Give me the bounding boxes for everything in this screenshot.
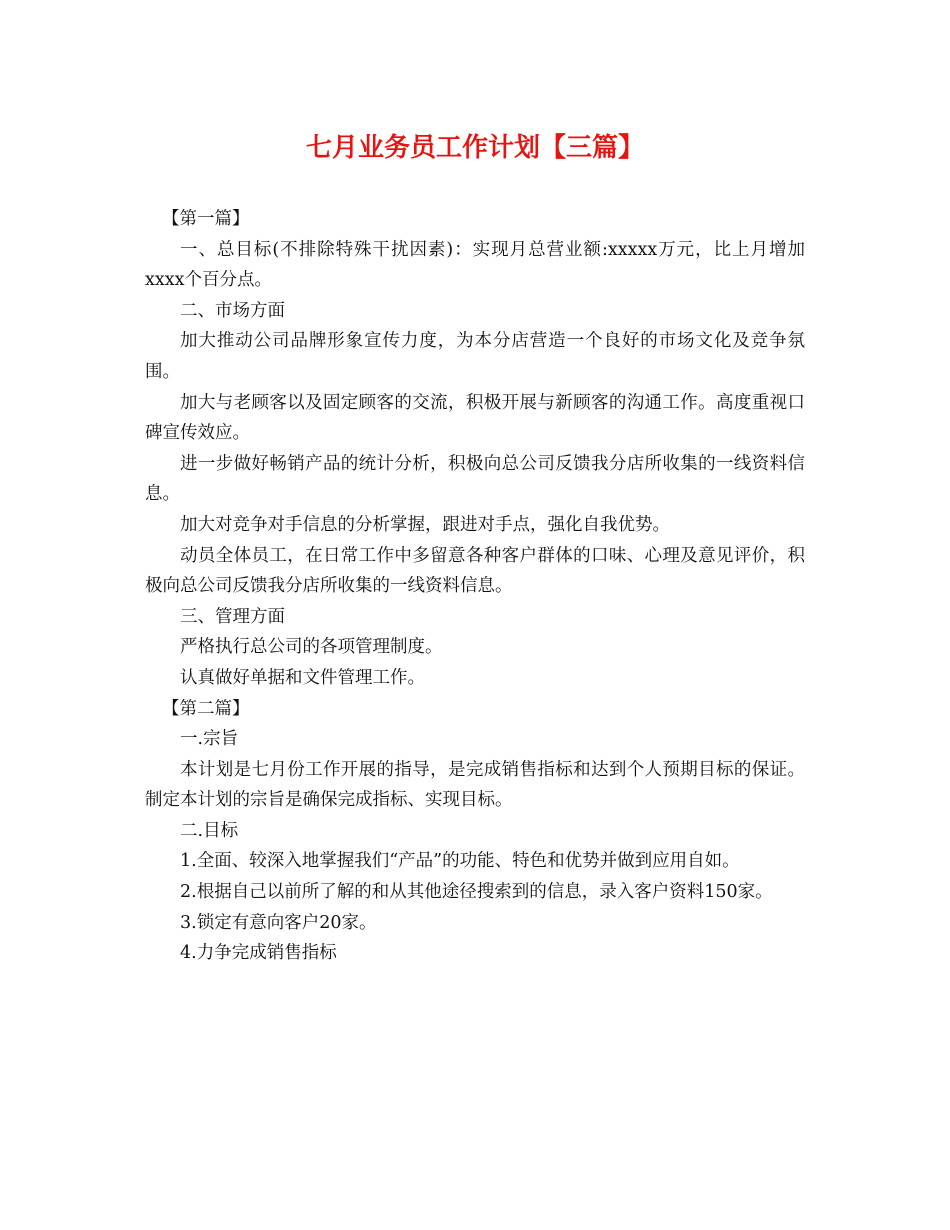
paragraph-overall-goal: 一、总目标(不排除特殊干扰因素)：实现月总营业额:xxxxx万元，比上月增加xxxx个百分点。 xyxy=(145,239,805,291)
paragraph-staff-mobilization: 动员全体员工，在日常工作中多留意各种客户群体的口味、心理及意见评价，积极向总公司反馈我分店所收集的一线资料信息。 xyxy=(145,545,805,597)
document-body xyxy=(145,204,805,969)
list-item-goal-1: 1.全面、较深入地掌握我们“产品”的功能、特色和优势并做到应用自如。 xyxy=(180,851,740,872)
paragraph-management-heading: 三、管理方面 xyxy=(180,606,285,627)
paragraph-goals-heading: 二.目标 xyxy=(180,820,239,841)
list-item-goal-3: 3.锁定有意向客户20家。 xyxy=(180,912,377,933)
paragraph-brand-promotion: 加大推动公司品牌形象宣传力度，为本分店营造一个良好的市场文化及竞争氛围。 xyxy=(145,331,805,382)
document-title: 七月业务员工作计划【三篇】 xyxy=(305,133,644,163)
paragraph-purpose: 本计划是七月份工作开展的指导，是完成销售指标和达到个人预期目标的保证。制定本计划的宗旨是确保完成指标、实现目标。 xyxy=(145,759,805,811)
paragraph-market-heading: 二、市场方面 xyxy=(180,300,285,321)
paragraph-customer-communication: 加大与老顾客以及固定顾客的交流，积极开展与新顾客的沟通工作。高度重视口碑宣传效应。 xyxy=(145,392,805,444)
paragraph-competitor-analysis: 加大对竞争对手信息的分析掌握，跟进对手点，强化自我优势。 xyxy=(180,514,670,535)
paragraph-management-rules: 严格执行总公司的各项管理制度。 xyxy=(180,637,443,658)
section-heading-part-one: 【第一篇】 xyxy=(162,209,250,229)
paragraph-purpose-heading: 一.宗旨 xyxy=(180,729,239,750)
paragraph-product-analysis: 进一步做好畅销产品的统计分析，积极向总公司反馈我分店所收集的一线资料信息。 xyxy=(145,453,805,505)
list-item-goal-2: 2.根据自己以前所了解的和从其他途径搜索到的信息，录入客户资料150家。 xyxy=(180,882,773,903)
list-item-goal-4: 4.力争完成销售指标 xyxy=(180,943,337,964)
section-heading-part-two: 【第二篇】 xyxy=(162,698,250,719)
paragraph-document-management: 认真做好单据和文件管理工作。 xyxy=(180,667,425,688)
